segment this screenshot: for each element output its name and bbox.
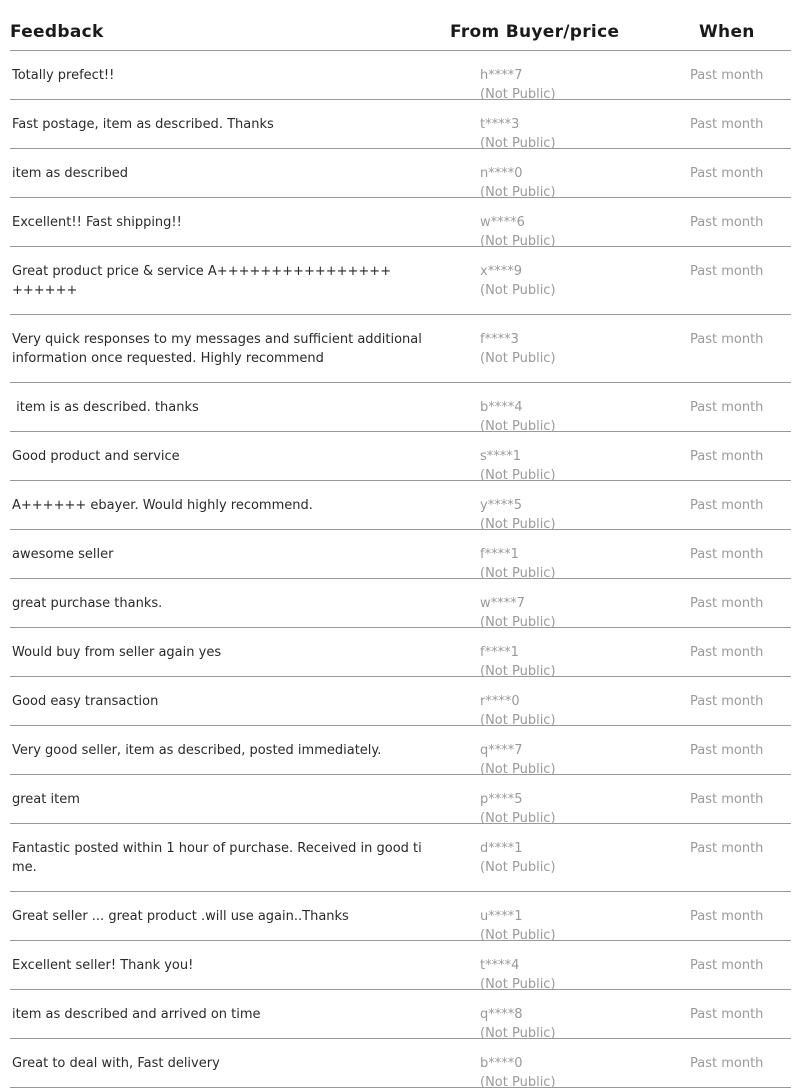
buyer-id: f****1: [480, 547, 519, 562]
price-visibility: (Not Public): [480, 87, 556, 102]
feedback-text: Great seller ... great product .will use again..Thanks: [12, 909, 349, 924]
buyer-cell: [480, 447, 556, 485]
buyer-cell: [480, 907, 556, 945]
buyer-id: r****0: [480, 694, 520, 709]
buyer-id: b****0: [480, 1056, 523, 1071]
buyer-id: u****1: [480, 909, 523, 924]
price-visibility: (Not Public): [480, 419, 556, 434]
buyer-cell: [480, 330, 556, 368]
price-visibility: (Not Public): [480, 860, 556, 875]
feedback-text: Would buy from seller again yes: [12, 645, 222, 660]
buyer-id: b****4: [480, 400, 523, 415]
buyer-cell: [480, 1054, 556, 1092]
feedback-text: Very quick responses to my messages and sufficient additional information once requested. Highly recommend: [12, 332, 427, 366]
table-row: [10, 530, 791, 579]
when-text: Past month: [690, 1056, 764, 1071]
table-row: [10, 628, 791, 677]
table-row: [10, 100, 791, 149]
header-when: When: [699, 22, 755, 42]
when-text: Past month: [690, 400, 764, 415]
when-text: Past month: [690, 1007, 764, 1022]
table-row: [10, 315, 791, 383]
feedback-text: item is as described. thanks: [12, 400, 199, 415]
table-row: [10, 579, 791, 628]
header-from-buyer-price: From Buyer/price: [450, 22, 620, 42]
price-visibility: (Not Public): [480, 713, 556, 728]
buyer-cell: [480, 115, 556, 153]
price-visibility: (Not Public): [480, 468, 556, 483]
price-visibility: (Not Public): [480, 664, 556, 679]
buyer-cell: [480, 66, 556, 104]
buyer-id: d****1: [480, 841, 523, 856]
buyer-id: h****7: [480, 68, 523, 83]
when-text: Past month: [690, 694, 764, 709]
buyer-id: p****5: [480, 792, 523, 807]
price-visibility: (Not Public): [480, 615, 556, 630]
feedback-text: item as described: [12, 166, 129, 181]
when-text: Past month: [690, 117, 764, 132]
buyer-id: t****4: [480, 958, 520, 973]
price-visibility: (Not Public): [480, 762, 556, 777]
price-visibility: (Not Public): [480, 811, 556, 826]
buyer-cell: [480, 398, 556, 436]
table-row: [10, 247, 791, 315]
header-feedback: Feedback: [10, 22, 104, 42]
table-row: [10, 432, 791, 481]
buyer-id: f****1: [480, 645, 519, 660]
buyer-id: s****1: [480, 449, 522, 464]
feedback-text: Good product and service: [12, 449, 180, 464]
price-visibility: (Not Public): [480, 977, 556, 992]
feedback-text: Totally prefect!!: [12, 68, 115, 83]
price-visibility: (Not Public): [480, 136, 556, 151]
feedback-text: Good easy transaction: [12, 694, 159, 709]
buyer-id: n****0: [480, 166, 523, 181]
buyer-cell: [480, 1005, 556, 1043]
table-row: [10, 824, 791, 892]
buyer-cell: [480, 164, 556, 202]
table-row: [10, 51, 791, 100]
buyer-cell: [480, 262, 556, 300]
buyer-cell: [480, 643, 556, 681]
buyer-id: w****7: [480, 596, 525, 611]
buyer-id: q****8: [480, 1007, 523, 1022]
when-text: Past month: [690, 792, 764, 807]
when-text: Past month: [690, 166, 764, 181]
table-row: [10, 481, 791, 530]
when-text: Past month: [690, 332, 764, 347]
when-text: Past month: [690, 596, 764, 611]
price-visibility: (Not Public): [480, 283, 556, 298]
price-visibility: (Not Public): [480, 928, 556, 943]
price-visibility: (Not Public): [480, 234, 556, 249]
when-text: Past month: [690, 68, 764, 83]
when-text: Past month: [690, 958, 764, 973]
feedback-text: great item: [12, 792, 80, 807]
feedback-text: great purchase thanks.: [12, 596, 163, 611]
buyer-id: x****9: [480, 264, 522, 279]
buyer-cell: [480, 839, 556, 877]
feedback-text: Great to deal with, Fast delivery: [12, 1056, 220, 1071]
when-text: Past month: [690, 743, 764, 758]
price-visibility: (Not Public): [480, 1075, 556, 1090]
feedback-text: item as described and arrived on time: [12, 1007, 261, 1022]
buyer-cell: [480, 594, 556, 632]
buyer-cell: [480, 741, 556, 779]
table-row: [10, 941, 791, 990]
table-row: [10, 1039, 791, 1088]
feedback-text: Great product price & service A++++++++++++++++++++++: [12, 264, 392, 298]
table-row: [10, 892, 791, 941]
feedback-text: A++++++ ebayer. Would highly recommend.: [12, 498, 313, 513]
when-text: Past month: [690, 449, 764, 464]
buyer-id: q****7: [480, 743, 523, 758]
price-visibility: (Not Public): [480, 351, 556, 366]
buyer-id: w****6: [480, 215, 525, 230]
feedback-text: Fast postage, item as described. Thanks: [12, 117, 274, 132]
buyer-cell: [480, 956, 556, 994]
buyer-cell: [480, 545, 556, 583]
feedback-text: Fantastic posted within 1 hour of purchase. Received in good time.: [12, 841, 422, 875]
buyer-id: t****3: [480, 117, 520, 132]
price-visibility: (Not Public): [480, 185, 556, 200]
when-text: Past month: [690, 841, 764, 856]
when-text: Past month: [690, 215, 764, 230]
when-text: Past month: [690, 547, 764, 562]
table-row: [10, 149, 791, 198]
table-row: [10, 990, 791, 1039]
buyer-cell: [480, 790, 556, 828]
table-row: [10, 198, 791, 247]
feedback-table: [10, 0, 791, 1088]
buyer-cell: [480, 213, 556, 251]
table-header: [10, 0, 791, 51]
feedback-text: Excellent!! Fast shipping!!: [12, 215, 182, 230]
when-text: Past month: [690, 264, 764, 279]
table-row: [10, 383, 791, 432]
table-row: [10, 726, 791, 775]
table-row: [10, 775, 791, 824]
when-text: Past month: [690, 909, 764, 924]
price-visibility: (Not Public): [480, 1026, 556, 1041]
buyer-cell: [480, 692, 556, 730]
price-visibility: (Not Public): [480, 566, 556, 581]
feedback-text: Very good seller, item as described, posted immediately.: [12, 743, 382, 758]
buyer-id: f****3: [480, 332, 519, 347]
when-text: Past month: [690, 498, 764, 513]
table-row: [10, 677, 791, 726]
when-text: Past month: [690, 645, 764, 660]
feedback-text: awesome seller: [12, 547, 114, 562]
buyer-cell: [480, 496, 556, 534]
price-visibility: (Not Public): [480, 517, 556, 532]
feedback-text: Excellent seller! Thank you!: [12, 958, 194, 973]
buyer-id: y****5: [480, 498, 522, 513]
